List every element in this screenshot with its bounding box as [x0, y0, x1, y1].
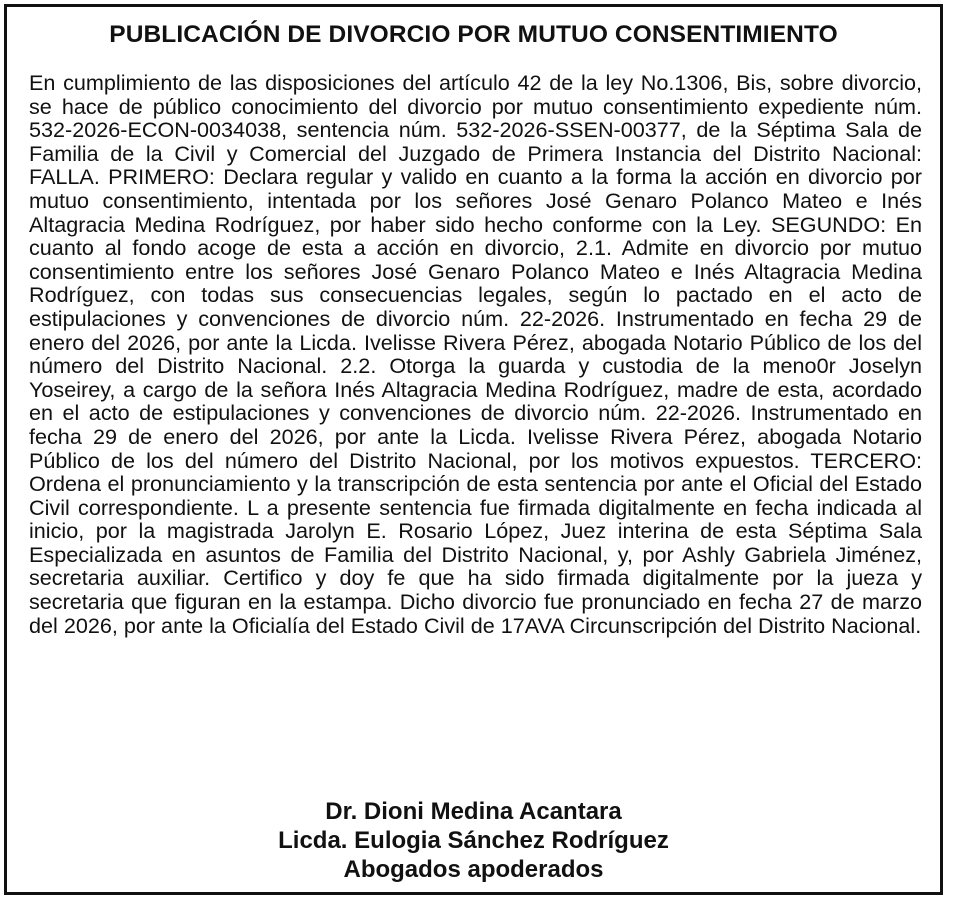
notice-title: PUBLICACIÓN DE DIVORCIO POR MUTUO CONSENTIMIENTO [109, 21, 838, 48]
notice-body: En cumplimiento de las disposiciones del artículo 42 de la ley No.1306, Bis, sobre divorcio, se hace de público conocimiento del divorcio por mutuo consentimiento expediente núm. 532-2026-ECON-0034038, sentencia núm. 532-2026-SSEN-00377, de la Séptima Sala de Familia de la Civil y Comercial del Juzgado de Primera Instancia del Distrito Nacional: FALLA. PRIMERO: Declara regular y valido en cuanto a la forma la acción en divorcio por mutuo consentimiento, intentada por los señores José Genaro Polanco Mateo e Inés Altagracia Medina Rodríguez, por haber sido hecho conforme con la Ley. SEGUNDO: En cuanto al fondo acoge de esta a acción en divorcio, 2.1. Admite en divorcio por mutuo consentimiento entre los señores José Genaro Polanco Mateo e Inés Altagracia Medina Rodríguez, con todas sus consecuencias legales, según lo pactado en el acto de estipulaciones y convenciones de divorcio núm. 22-2026. Instrumentado en fecha 29 de enero del 2026, por ante la Licda. Ivelisse Rivera Pérez, abogada Notario Público de los del número del Distrito Nacional. 2.2. Otorga la guarda y custodia de la meno0r Joselyn Yoseirey, a cargo de la señora Inés Altagracia Medina Rodríguez, madre de esta, acordado en el acto de estipulaciones y convenciones de divorcio núm. 22-2026. Instrumentado en fecha 29 de enero del 2026, por ante la Licda. Ivelisse Rivera Pérez, abogada Notario Público de los del número del Distrito Nacional, por los motivos expuestos. TERCERO: Ordena el pronunciamiento y la transcripción de esta sentencia por ante el Oficial del Estado Civil correspondiente. L a presente sentencia fue firmada digitalmente en fecha indicada al inicio, por la magistrada Jarolyn E. Rosario López, Juez interina de esta Séptima Sala Especializada en asuntos de Familia del Distrito Nacional, y, por Ashly Gabriela Jiménez, secretaria auxiliar. Certifico y doy fe que ha sido firmada digitalmente por la jueza y secretaria que figuran en la estampa. Dicho divorcio fue pronunciado en fecha 27 de marzo del 2026, por ante la Oficialía del Estado Civil de 17AVA Circunscripción del Distrito Nacional. [29, 70, 922, 638]
signature-block [7, 797, 940, 884]
signatory-2: Licda. Eulogia Sánchez Rodríguez [278, 827, 669, 854]
notice-frame [4, 4, 943, 895]
signatory-role: Abogados apoderados [343, 856, 604, 883]
signatory-1: Dr. Dioni Medina Acantara [325, 798, 622, 825]
